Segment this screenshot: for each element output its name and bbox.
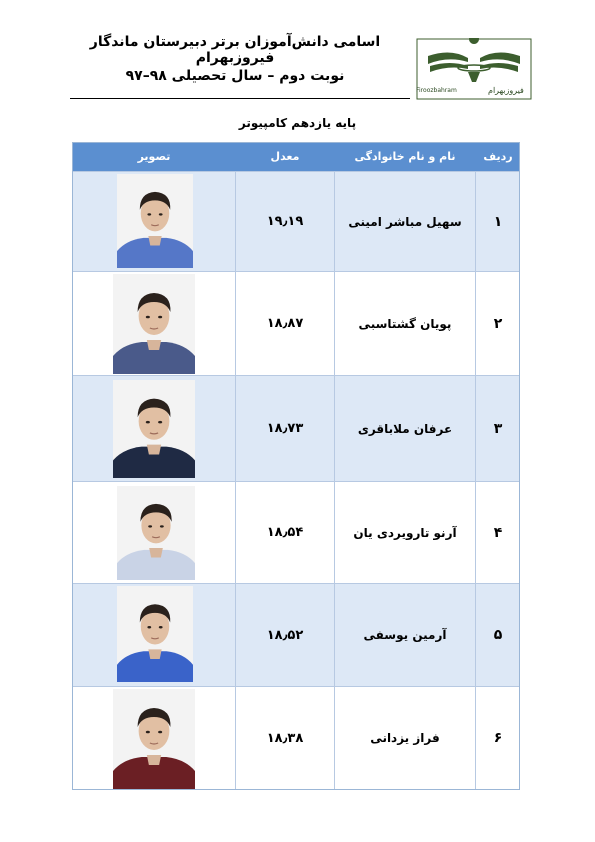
table-row [73,481,519,583]
student-gpa: ۱۸٫۳۸ [266,730,304,746]
student-gpa: ۱۹٫۱۹ [266,214,304,229]
student-gpa: ۱۸٫۷۳ [266,421,304,436]
column-divider [235,171,236,789]
student-photo [117,486,195,580]
column-header-gpa: معدل [270,150,300,163]
svg-text:فیروزبهرام: فیروزبهرام [488,86,524,95]
column-header-photo: تصویر [137,150,171,163]
student-name: پویان گشتاسبی [358,316,452,331]
student-photo [113,274,195,374]
row-number: ۴ [493,524,503,541]
student-name: سهیل مباشر امینی [348,214,462,229]
portrait-icon [113,274,195,374]
photo-cell [73,687,235,789]
honor-roll-table [72,142,520,790]
student-name: آرمین یوسفی [363,628,447,642]
logo-latin-text: Firoozbahram [416,87,457,94]
row-number: ۶ [493,730,503,746]
table-row [73,375,519,481]
portrait-icon [113,689,195,789]
photo-cell [73,376,235,481]
table-row [73,271,519,375]
portrait-icon [117,174,193,268]
row-number: ۲ [493,315,503,332]
document-subtitle: نوبت دوم – سال تحصیلی ۹۸–۹۷ [125,68,345,84]
photo-cell [73,584,235,686]
portrait-icon [117,586,193,682]
student-name: آرنو تارویردی یان [353,525,457,540]
section-title: پایه یازدهم کامپیوتر [238,116,357,130]
student-name: عرفان ملاباقری [357,421,453,436]
table-row [73,686,519,789]
photo-cell [73,272,235,375]
student-gpa: ۱۸٫۸۷ [266,316,304,331]
student-gpa: ۱۸٫۵۴ [266,525,304,540]
student-photo [113,380,195,478]
row-number: ۳ [493,420,503,437]
school-logo [416,38,532,100]
header-divider [70,98,410,99]
portrait-icon [117,486,195,580]
table-header [73,143,519,171]
student-gpa: ۱۸٫۵۲ [266,627,304,643]
photo-cell [73,172,235,271]
student-photo [113,689,195,789]
photo-cell [73,482,235,583]
table-row [73,171,519,271]
row-number: ۵ [493,627,503,643]
student-photo [117,174,193,268]
portrait-icon [113,380,195,478]
table-row [73,583,519,686]
document-title: اسامی دانش‌آموزان برتر دبیرستان ماندگار فیروزبهرام [89,34,381,66]
column-header-row-number: ردیف [483,150,513,163]
column-divider [475,171,476,789]
row-number: ۱ [493,213,503,230]
student-photo [117,586,193,682]
column-header-name: نام و نام خانوادگی [354,150,456,163]
column-divider [334,171,335,789]
student-name: فراز یزدانی [370,731,440,745]
